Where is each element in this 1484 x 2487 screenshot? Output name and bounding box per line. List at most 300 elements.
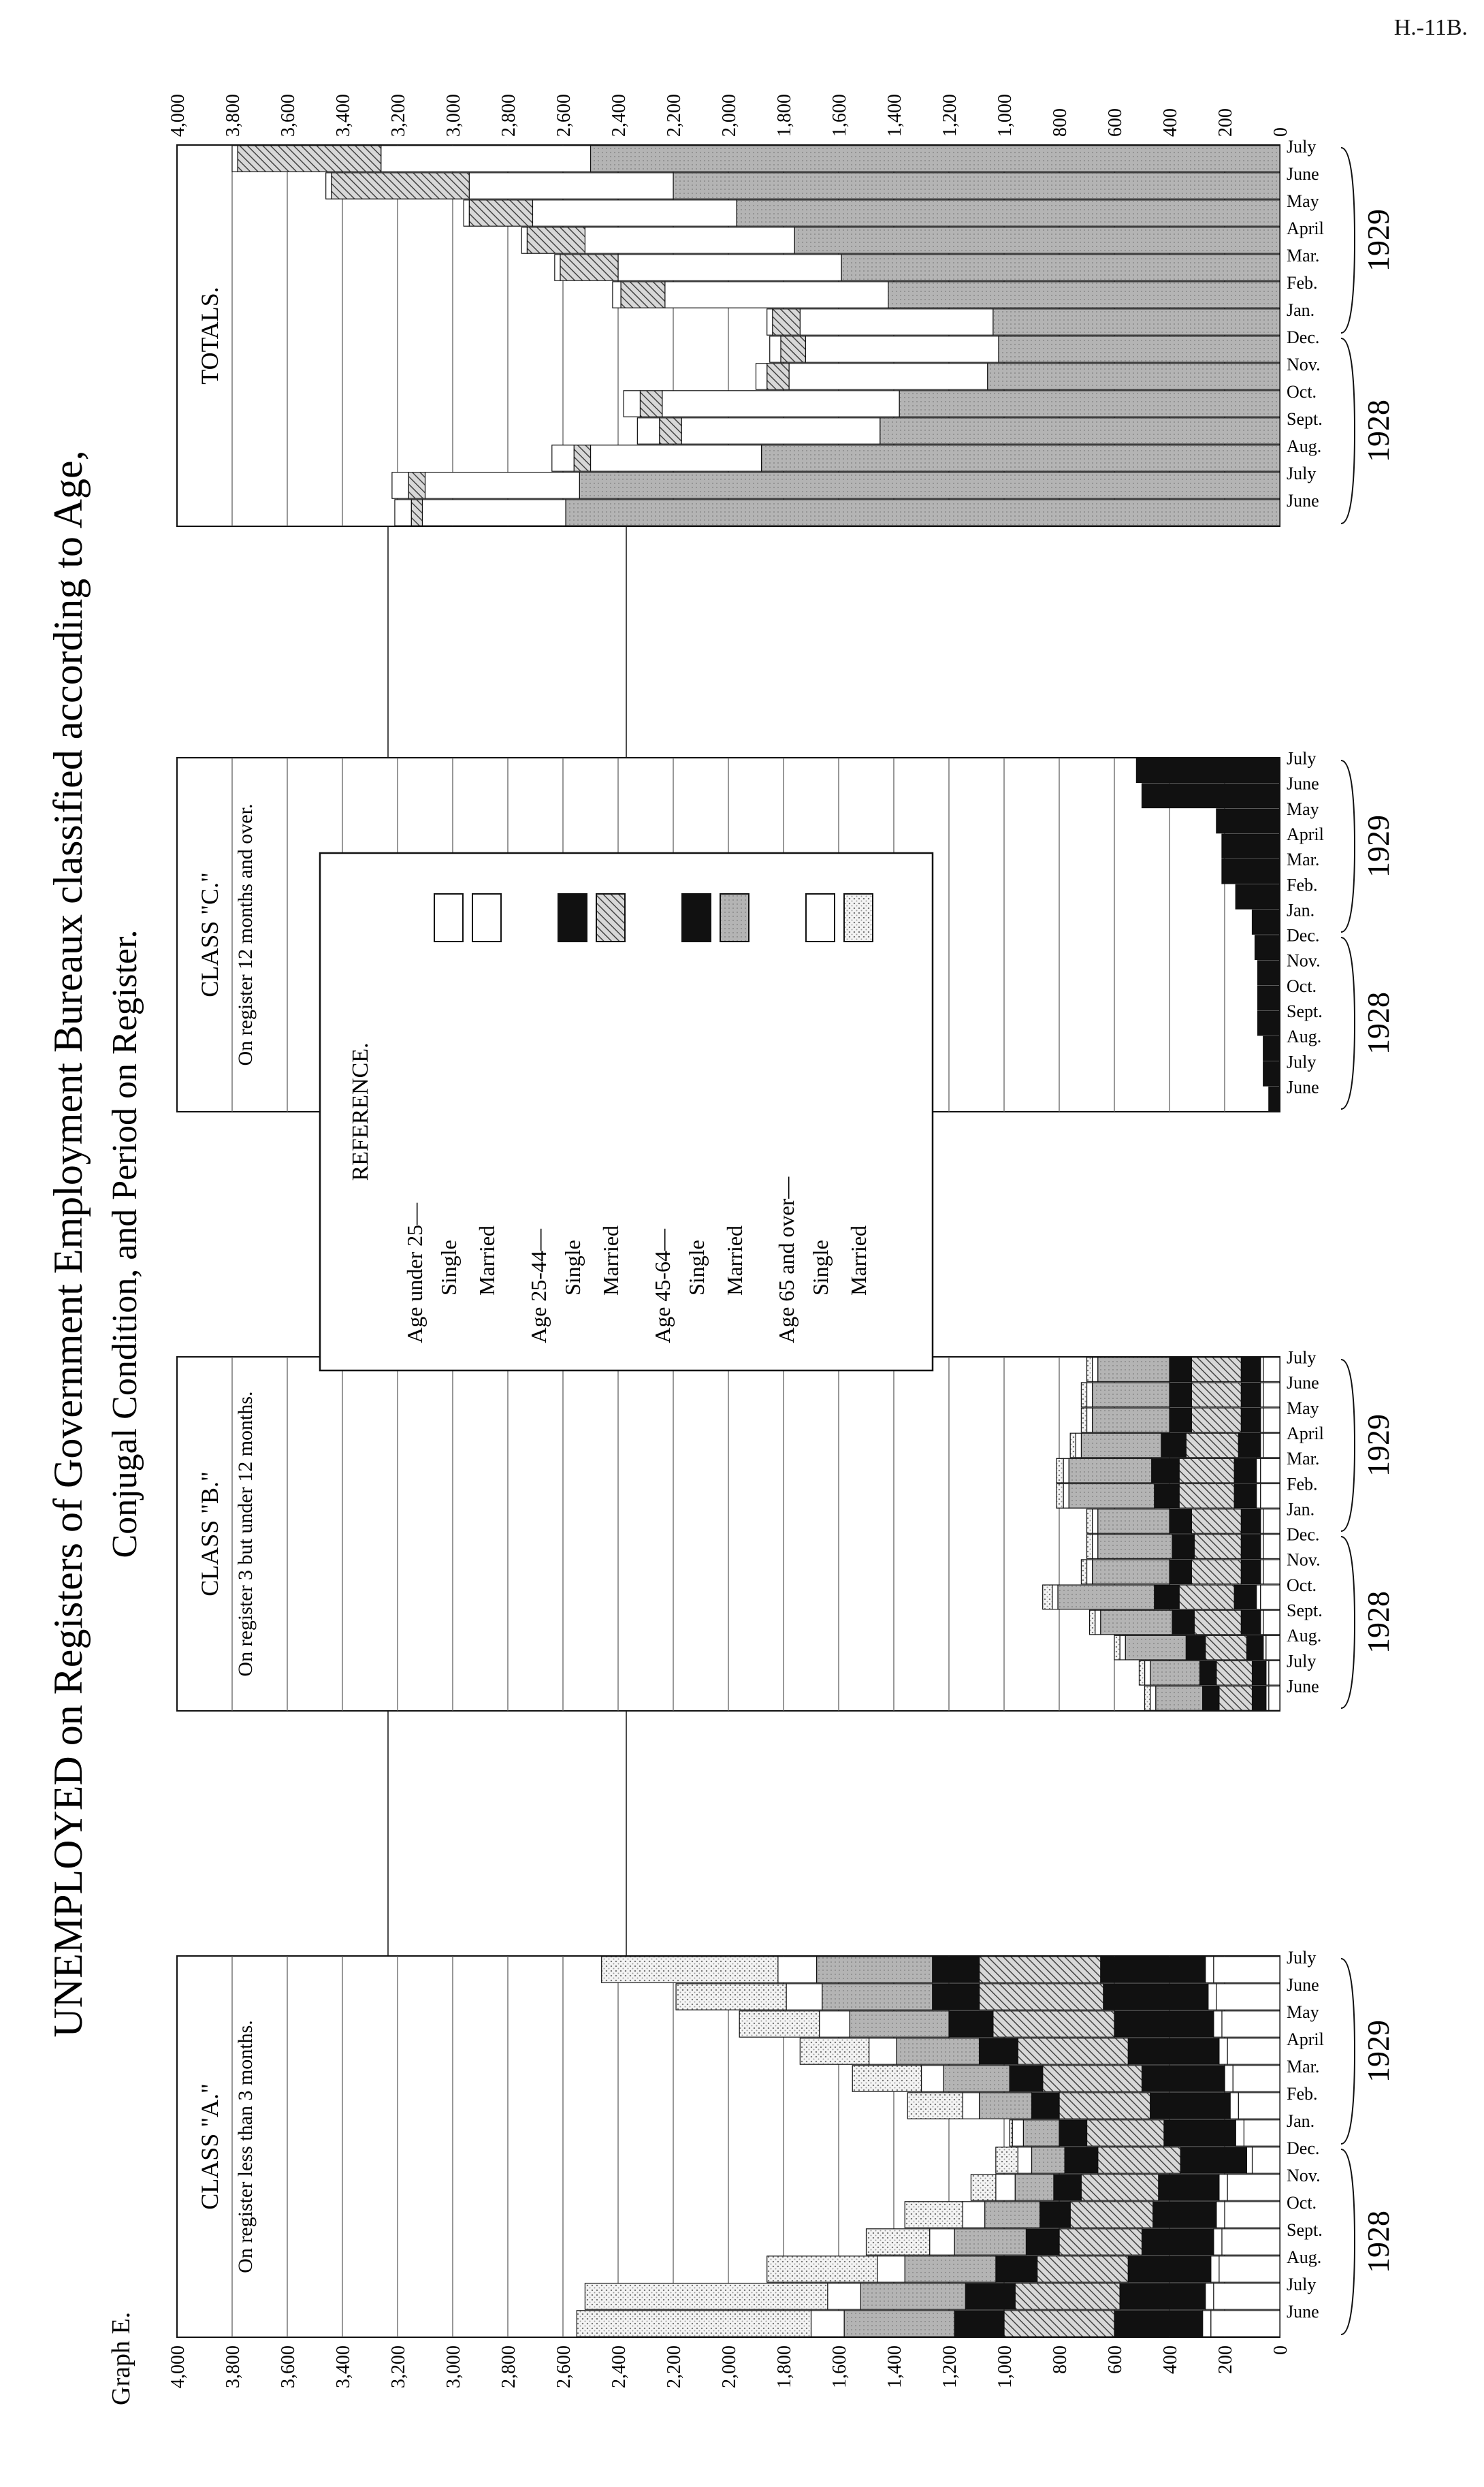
bar-segment	[1208, 1984, 1216, 2010]
x-tick-label: July	[1287, 1948, 1317, 1968]
bar-segment	[1043, 2066, 1142, 2091]
bar-segment	[1263, 1635, 1266, 1660]
legend-swatch	[844, 894, 873, 942]
bar-segment	[1222, 859, 1280, 884]
bar-segment	[326, 173, 332, 199]
bar-segment	[1015, 2175, 1054, 2200]
bar-segment	[1037, 2256, 1129, 2282]
x-tick-label: June	[1287, 1077, 1319, 1097]
bar-segment	[1128, 2256, 1211, 2282]
bar-segment	[1058, 1585, 1155, 1609]
bar-segment	[1161, 1433, 1186, 1458]
bar-segment	[1263, 1610, 1280, 1635]
bar-segment	[1191, 1509, 1241, 1534]
x-tick-label: Oct.	[1287, 382, 1317, 402]
y-tick-label: 4,000	[167, 2345, 189, 2388]
bar-segment	[852, 2066, 921, 2091]
legend-group-label: Age 25-44—	[526, 1229, 551, 1343]
panel-title: CLASS "C."	[196, 872, 223, 997]
bar-segment	[999, 336, 1280, 362]
x-tick-label: July	[1287, 2275, 1317, 2294]
bar-segment	[566, 500, 1280, 526]
x-tick-label: June	[1287, 491, 1319, 511]
year-label: 1929	[1361, 2020, 1396, 2083]
y-tick-label: 800	[1050, 2345, 1071, 2374]
y-tick-label: 2,600	[553, 94, 575, 137]
bar-segment	[767, 2256, 877, 2282]
legend-row-label: Single	[436, 1240, 461, 1296]
x-tick-label: Nov.	[1287, 950, 1321, 971]
bar-segment	[1258, 1011, 1280, 1036]
bar-segment	[954, 2229, 1026, 2255]
bar-segment	[1087, 1509, 1093, 1534]
bar-segment	[1269, 1660, 1280, 1685]
bar-segment	[1101, 1957, 1206, 1983]
bar-segment	[739, 2011, 819, 2037]
bar-segment	[665, 282, 888, 308]
bar-segment	[637, 418, 659, 444]
y-tick-label: 400	[1160, 108, 1181, 137]
bar-segment	[1253, 1686, 1266, 1711]
bar-segment	[1152, 1458, 1180, 1483]
bar-segment	[1179, 1585, 1234, 1609]
bar-segment	[392, 472, 408, 498]
bar-segment	[1253, 910, 1280, 935]
bar-segment	[1233, 2066, 1280, 2091]
bar-segment	[585, 2283, 827, 2309]
bar-segment	[1142, 2066, 1225, 2091]
bar-segment	[1093, 1509, 1098, 1534]
bar-segment	[1203, 1686, 1219, 1711]
bar-segment	[1261, 1483, 1280, 1508]
legend-swatch	[720, 894, 749, 942]
year-brace	[1341, 1360, 1355, 1531]
x-tick-label: May	[1287, 191, 1319, 211]
bar-segment	[1214, 1957, 1280, 1983]
y-tick-label: 0	[1270, 2345, 1291, 2355]
bar-segment	[1125, 1635, 1186, 1660]
bar-segment	[869, 2038, 897, 2064]
y-tick-label: 800	[1050, 108, 1071, 137]
legend-swatch	[682, 894, 711, 942]
bar-segment	[817, 1957, 933, 1983]
bar-segment	[1056, 1483, 1063, 1508]
year-brace	[1341, 760, 1355, 932]
bar-segment	[773, 309, 801, 335]
bar-segment	[591, 445, 762, 471]
bar-segment	[1090, 1610, 1095, 1635]
bar-segment	[1266, 1686, 1269, 1711]
bar-segment	[1087, 1358, 1093, 1382]
bar-segment	[888, 282, 1280, 308]
bar-segment	[1026, 2229, 1059, 2255]
bar-segment	[1263, 1061, 1280, 1086]
bar-segment	[980, 1957, 1101, 1983]
bar-segment	[1241, 1383, 1260, 1407]
x-tick-label: Dec.	[1287, 1524, 1320, 1545]
bar-segment	[1216, 1984, 1280, 2010]
bar-segment	[1194, 1610, 1241, 1635]
bar-segment	[1241, 1408, 1260, 1432]
x-tick-label: Oct.	[1287, 976, 1317, 996]
x-tick-label: June	[1287, 1373, 1319, 1393]
bar-segment	[602, 1957, 778, 1983]
bar-segment	[1159, 2175, 1219, 2200]
x-tick-label: Nov.	[1287, 355, 1321, 374]
x-tick-label: Feb.	[1287, 875, 1318, 895]
bar-segment	[1098, 1535, 1172, 1559]
bar-segment	[1145, 1686, 1150, 1711]
bar-segment	[1081, 2175, 1158, 2200]
bar-segment	[1145, 1660, 1150, 1685]
bar-segment	[1076, 1433, 1081, 1458]
x-tick-label: July	[1287, 1651, 1317, 1671]
bar-segment	[1266, 1660, 1269, 1685]
legend-swatch	[434, 894, 463, 942]
bar-segment	[933, 1984, 980, 2010]
bar-segment	[1219, 1686, 1253, 1711]
y-tick-label: 1,200	[939, 2345, 961, 2388]
bar-segment	[1101, 1610, 1172, 1635]
bar-segment	[1093, 1560, 1170, 1584]
bar-segment	[1150, 2093, 1230, 2119]
bar-segment	[1170, 1383, 1191, 1407]
y-tick-label: 3,800	[223, 94, 244, 137]
bar-segment	[1093, 1383, 1170, 1407]
bar-segment	[1219, 2256, 1280, 2282]
chart-panel-4	[167, 94, 1396, 526]
bar-segment	[1156, 1686, 1203, 1711]
bar-segment	[1241, 1535, 1260, 1559]
bar-segment	[555, 255, 560, 280]
bar-segment	[1142, 2229, 1214, 2255]
chart-panel-1	[167, 1948, 1396, 2388]
x-tick-label: June	[1287, 164, 1319, 184]
bar-segment	[794, 227, 1280, 253]
bar-segment	[560, 255, 618, 280]
x-tick-label: Jan.	[1287, 1499, 1315, 1520]
x-tick-label: May	[1287, 799, 1319, 819]
x-tick-label: April	[1287, 1424, 1324, 1443]
chart-panel-2	[177, 1348, 1396, 1711]
bar-segment	[762, 445, 1280, 471]
bar-segment	[1206, 1635, 1247, 1660]
y-tick-label: 3,800	[223, 2345, 244, 2388]
bar-segment	[574, 445, 590, 471]
legend-swatch	[472, 894, 501, 942]
y-tick-label: 3,600	[278, 94, 299, 137]
bar-segment	[1052, 1585, 1058, 1609]
bar-segment	[381, 146, 591, 172]
bar-segment	[985, 2202, 1040, 2228]
x-tick-label: April	[1287, 2029, 1324, 2049]
y-tick-label: 2,000	[719, 94, 740, 137]
legend-row-label: Single	[684, 1240, 709, 1296]
bar-segment	[1004, 2311, 1114, 2337]
bar-segment	[1257, 1585, 1261, 1609]
bar-segment	[1263, 1509, 1280, 1534]
bar-segment	[1234, 1483, 1256, 1508]
bar-segment	[1081, 1433, 1161, 1458]
bar-segment	[996, 2175, 1015, 2200]
x-tick-label: Jan.	[1287, 900, 1315, 920]
bar-segment	[756, 364, 767, 389]
bar-segment	[1164, 2120, 1236, 2146]
legend-swatch	[558, 894, 587, 942]
bar-segment	[996, 2256, 1037, 2282]
bar-segment	[980, 2038, 1018, 2064]
bar-segment	[621, 282, 665, 308]
y-tick-label: 1,800	[774, 94, 795, 137]
y-tick-label: 1,400	[884, 2345, 905, 2388]
bar-segment	[464, 200, 469, 226]
x-tick-label: Nov.	[1287, 1550, 1321, 1570]
bar-segment	[552, 445, 574, 471]
x-tick-label: Sept.	[1287, 2220, 1323, 2240]
y-tick-label: 2,000	[719, 2345, 740, 2388]
bar-segment	[905, 2256, 996, 2282]
x-tick-label: July	[1287, 137, 1317, 157]
x-tick-label: July	[1287, 464, 1317, 483]
bar-segment	[880, 418, 1280, 444]
bar-segment	[1269, 1686, 1280, 1711]
x-tick-label: Mar.	[1287, 2057, 1320, 2076]
bar-segment	[1236, 2120, 1244, 2146]
bar-segment	[1234, 1585, 1256, 1609]
bar-segment	[591, 146, 1280, 172]
x-tick-label: Sept.	[1287, 1601, 1323, 1620]
x-tick-label: Oct.	[1287, 2193, 1317, 2213]
year-label: 1928	[1361, 400, 1396, 462]
bar-segment	[1172, 1535, 1194, 1559]
bar-segment	[1261, 1358, 1263, 1382]
bar-segment	[996, 2147, 1018, 2173]
x-tick-label: Mar.	[1287, 1449, 1320, 1469]
bar-segment	[1227, 2175, 1280, 2200]
bar-segment	[1263, 1560, 1280, 1584]
bar-segment	[781, 336, 805, 362]
bar-segment	[1234, 1458, 1256, 1483]
bar-segment	[1263, 1433, 1280, 1458]
bar-segment	[1054, 2175, 1082, 2200]
bar-segment	[770, 336, 781, 362]
y-tick-label: 1,000	[995, 94, 1016, 137]
panel-subtitle: On register 12 months and over.	[234, 803, 257, 1066]
x-tick-label: Jan.	[1287, 2111, 1315, 2131]
bar-segment	[943, 2066, 1010, 2091]
bar-segment	[1253, 2147, 1280, 2173]
y-tick-label: 3,400	[333, 2345, 354, 2388]
year-label: 1928	[1361, 992, 1396, 1055]
legend-heading: REFERENCE.	[348, 1042, 373, 1181]
bar-segment	[1087, 1408, 1093, 1432]
bar-segment	[1244, 2120, 1280, 2146]
bar-segment	[800, 2038, 869, 2064]
bar-segment	[469, 200, 532, 226]
bar-segment	[778, 1957, 817, 1983]
y-tick-label: 2,200	[664, 2345, 685, 2388]
y-tick-label: 3,000	[443, 94, 464, 137]
bar-segment	[1142, 784, 1280, 808]
y-tick-label: 2,800	[498, 94, 519, 137]
bar-segment	[1246, 2147, 1252, 2173]
bar-segment	[1219, 2175, 1227, 2200]
bar-segment	[980, 1984, 1103, 2010]
bar-segment	[1261, 1383, 1263, 1407]
y-tick-label: 200	[1215, 108, 1236, 137]
bar-segment	[527, 227, 585, 253]
bar-segment	[922, 2066, 943, 2091]
x-tick-label: June	[1287, 773, 1319, 794]
x-tick-label: May	[1287, 1398, 1319, 1418]
x-tick-label: April	[1287, 219, 1324, 238]
bar-segment	[1214, 2229, 1222, 2255]
title-line1: UNEMPLOYED on Registers of Government Employment Bureaux classified according to Age,	[46, 450, 91, 2038]
bar-segment	[1081, 1383, 1086, 1407]
x-tick-label: Nov.	[1287, 2166, 1321, 2185]
bar-segment	[1241, 1610, 1260, 1635]
bar-segment	[1114, 2011, 1214, 2037]
x-tick-label: May	[1287, 2002, 1319, 2022]
bar-segment	[1136, 758, 1280, 783]
bar-segment	[1214, 2283, 1280, 2309]
bar-segment	[1261, 1458, 1280, 1483]
bar-segment	[1069, 1458, 1152, 1483]
bar-segment	[1266, 1635, 1280, 1660]
bar-segment	[867, 2229, 930, 2255]
bar-segment	[1155, 1483, 1179, 1508]
bar-segment	[1257, 1458, 1261, 1483]
x-tick-label: Dec.	[1287, 925, 1320, 946]
bar-segment	[1069, 1483, 1155, 1508]
bar-segment	[1238, 1433, 1260, 1458]
x-tick-label: Mar.	[1287, 246, 1320, 266]
y-tick-label: 3,600	[278, 2345, 299, 2388]
bar-segment	[800, 309, 993, 335]
x-tick-label: Aug.	[1287, 2247, 1322, 2267]
bar-segment	[1059, 2093, 1150, 2119]
bar-segment	[422, 500, 566, 526]
bar-segment	[1179, 1483, 1234, 1508]
year-label: 1929	[1361, 209, 1396, 272]
bar-segment	[1186, 1433, 1238, 1458]
bar-segment	[1216, 809, 1280, 833]
bar-segment	[673, 173, 1280, 199]
bar-segment	[980, 2093, 1032, 2119]
y-tick-label: 2,200	[664, 94, 685, 137]
x-tick-label: Oct.	[1287, 1575, 1317, 1595]
bar-segment	[469, 173, 673, 199]
bar-segment	[1180, 2147, 1246, 2173]
year-label: 1928	[1361, 2211, 1396, 2273]
bar-segment	[1222, 2011, 1280, 2037]
bar-segment	[232, 146, 238, 172]
y-tick-label: 1,400	[884, 94, 905, 137]
bar-segment	[786, 1984, 822, 2010]
bar-segment	[1257, 1483, 1261, 1508]
bar-segment	[1194, 1535, 1241, 1559]
x-tick-label: June	[1287, 1676, 1319, 1697]
x-tick-label: Dec.	[1287, 327, 1320, 347]
bar-segment	[1261, 1585, 1280, 1609]
x-tick-label: Feb.	[1287, 273, 1318, 293]
bar-segment	[1191, 1358, 1241, 1382]
bar-segment	[1225, 2066, 1233, 2091]
year-brace	[1341, 1537, 1355, 1708]
bar-segment	[1222, 834, 1280, 859]
y-tick-label: 1,800	[774, 2345, 795, 2388]
bar-segment	[613, 282, 621, 308]
bar-segment	[521, 227, 527, 253]
bar-segment	[1230, 2093, 1238, 2119]
bar-segment	[1081, 1560, 1086, 1584]
bar-segment	[585, 227, 794, 253]
bar-segment	[1032, 2093, 1060, 2119]
y-tick-label: 2,800	[498, 2345, 519, 2388]
bar-segment	[1263, 1383, 1280, 1407]
legend-row-label: Married	[846, 1225, 871, 1296]
bar-segment	[993, 2011, 1114, 2037]
bar-segment	[1186, 1635, 1205, 1660]
x-tick-label: Aug.	[1287, 1027, 1322, 1047]
bar-segment	[1261, 1610, 1263, 1635]
bar-segment	[640, 391, 662, 417]
bar-segment	[1070, 2202, 1153, 2228]
bar-segment	[1170, 1560, 1191, 1584]
legend-group-label: Age 45-64—	[650, 1229, 675, 1343]
bar-segment	[238, 146, 381, 172]
legend-row-label: Single	[560, 1240, 585, 1296]
y-tick-label: 0	[1270, 127, 1291, 137]
bar-segment	[1010, 2066, 1043, 2091]
bar-segment	[1065, 2147, 1098, 2173]
x-tick-label: Feb.	[1287, 1474, 1318, 1494]
x-tick-label: Aug.	[1287, 436, 1322, 456]
bar-segment	[532, 200, 737, 226]
bar-segment	[930, 2229, 954, 2255]
bar-segment	[1261, 1433, 1263, 1458]
bar-segment	[1241, 1358, 1260, 1382]
graph-label: Graph E.	[107, 2311, 135, 2405]
y-tick-label: 2,400	[609, 2345, 630, 2388]
bar-segment	[841, 255, 1280, 280]
bar-segment	[1255, 935, 1280, 960]
bar-segment	[1015, 2283, 1120, 2309]
legend-swatch	[806, 894, 835, 942]
bar-segment	[1241, 1560, 1260, 1584]
x-tick-label: July	[1287, 748, 1317, 769]
y-tick-label: 2,400	[609, 94, 630, 137]
bar-segment	[1191, 1383, 1241, 1407]
bar-segment	[737, 200, 1280, 226]
bar-segment	[1236, 884, 1280, 909]
bar-segment	[681, 418, 880, 444]
bar-segment	[905, 2202, 963, 2228]
y-tick-label: 3,000	[443, 2345, 464, 2388]
y-tick-label: 200	[1215, 2345, 1236, 2374]
bar-segment	[828, 2283, 861, 2309]
y-tick-label: 600	[1105, 108, 1126, 137]
bar-segment	[1155, 1585, 1179, 1609]
bar-segment	[789, 364, 988, 389]
bar-segment	[850, 2011, 949, 2037]
bar-segment	[1059, 2229, 1142, 2255]
bar-segment	[822, 1984, 933, 2010]
bar-segment	[1114, 2311, 1203, 2337]
year-brace	[1341, 2149, 1355, 2334]
bar-segment	[1216, 1660, 1253, 1685]
panel-title: CLASS "A."	[196, 2083, 223, 2210]
